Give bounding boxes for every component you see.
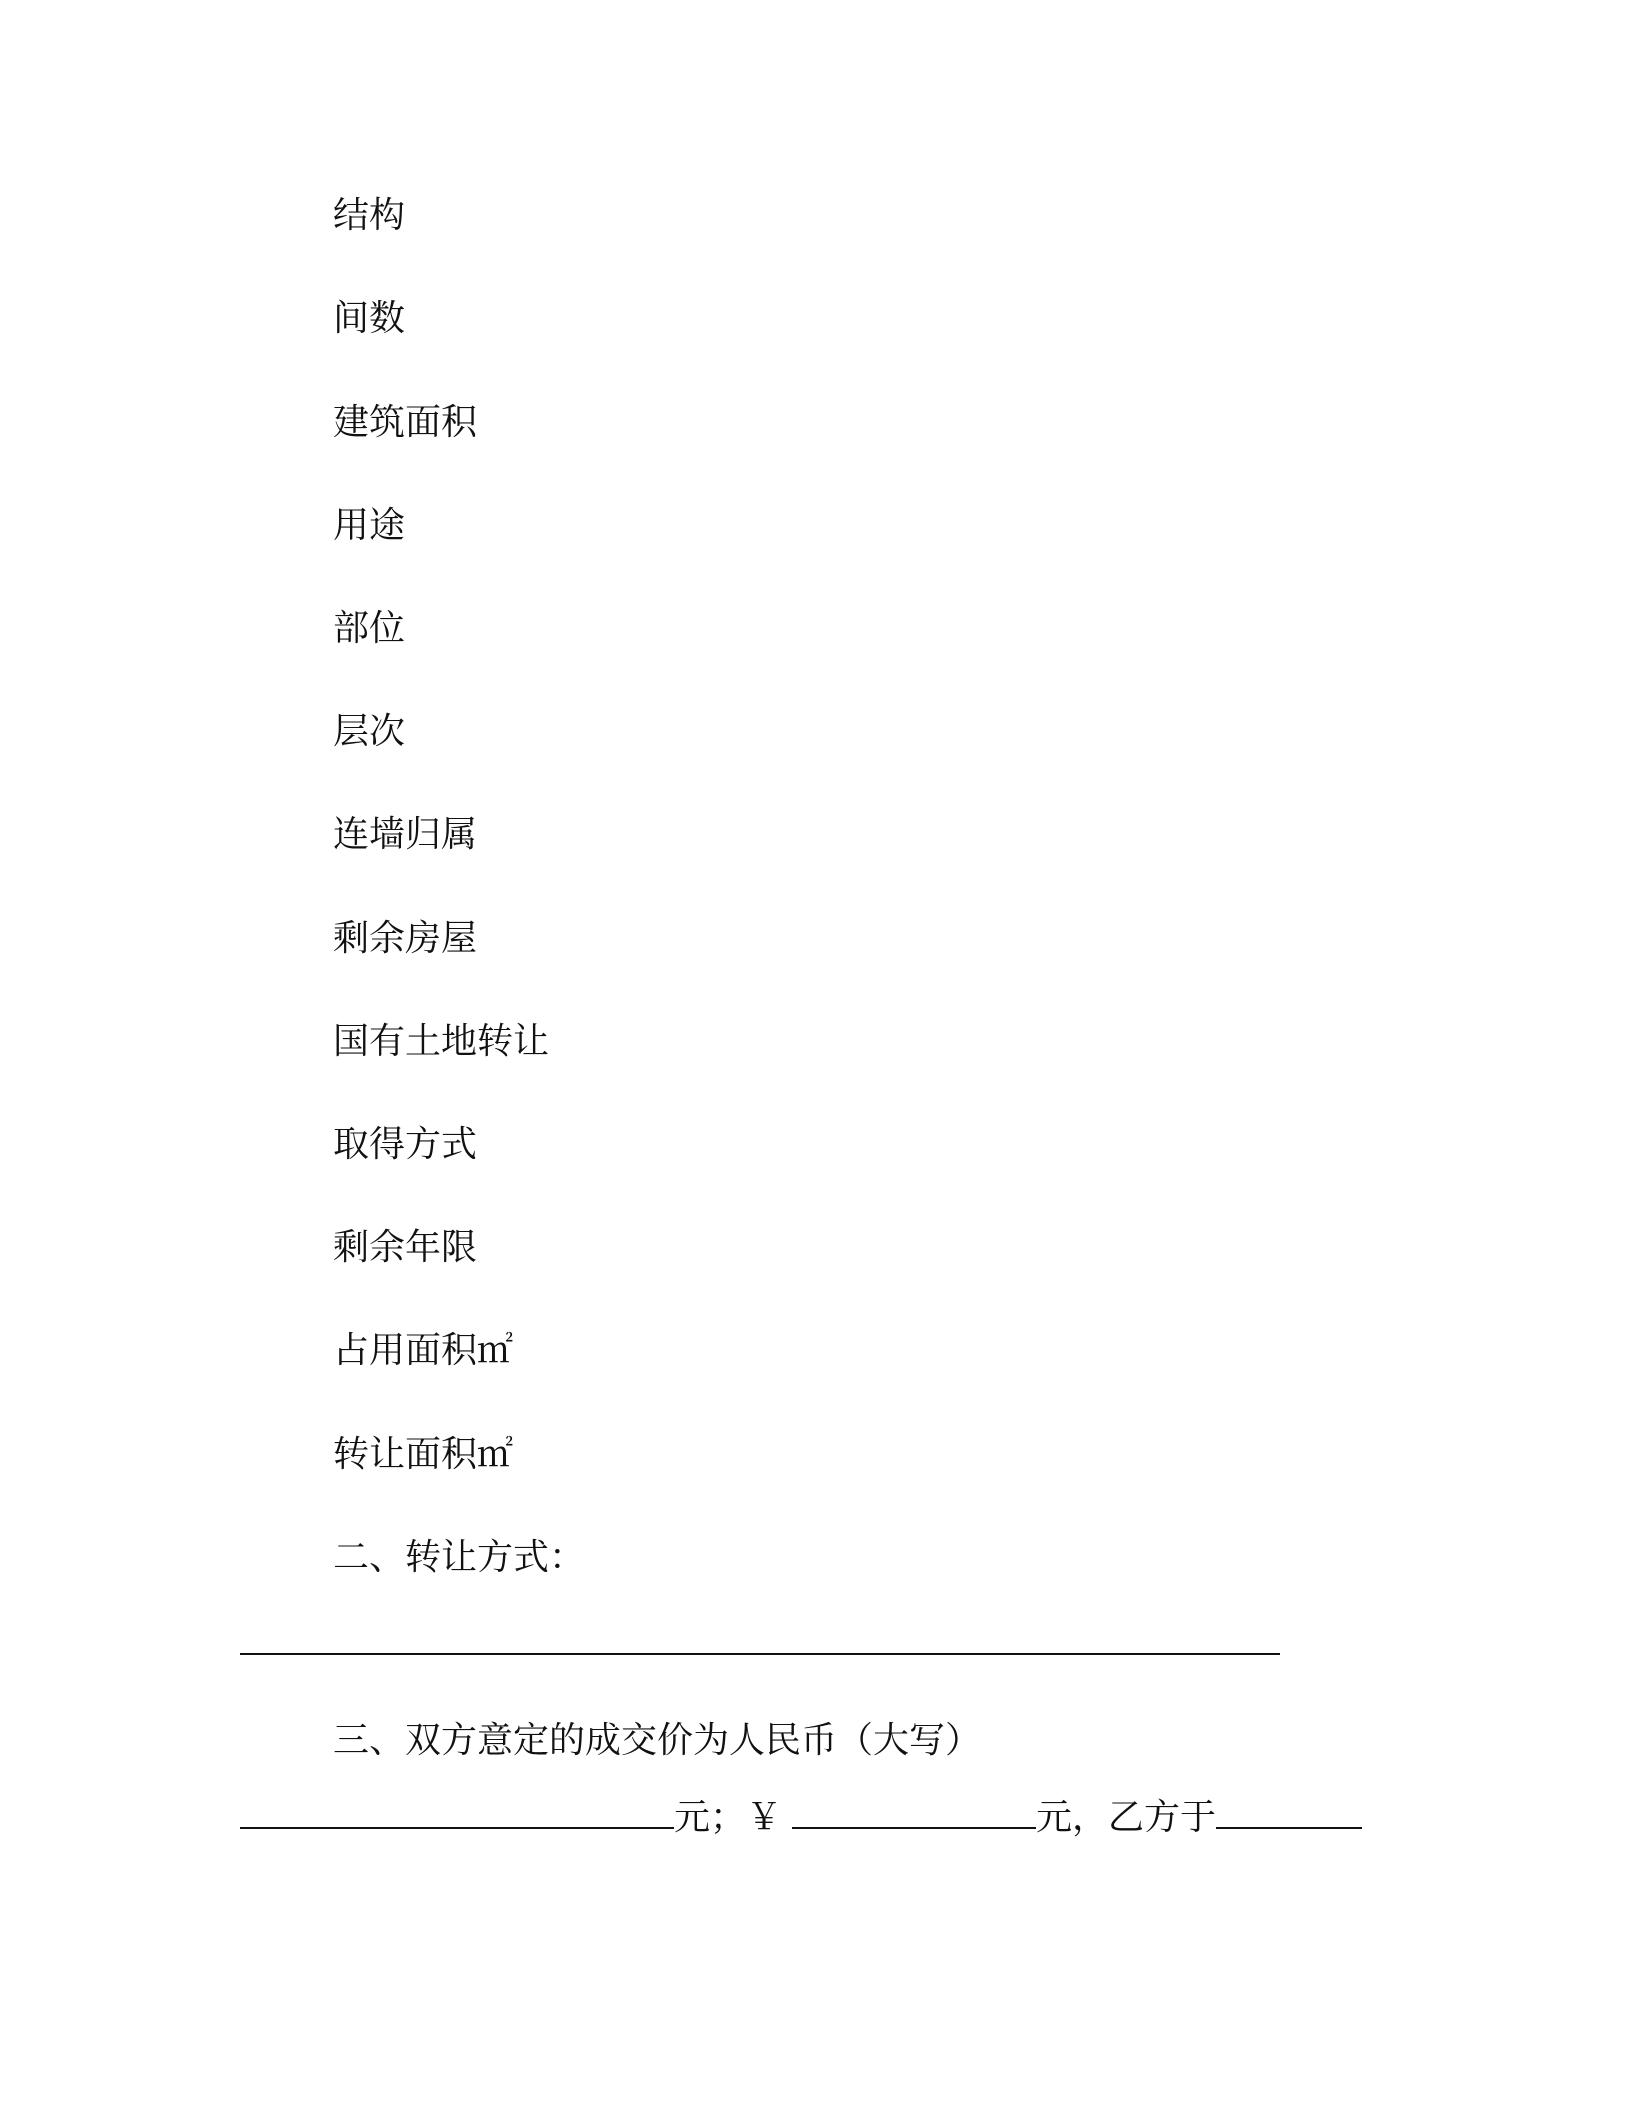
- field-label-occupied-area: 占用面积㎡: [333, 1330, 514, 1371]
- payment-date-blank: [1216, 1797, 1362, 1829]
- field-label-structure: 结构: [333, 195, 406, 236]
- price-numeric-blank: [792, 1797, 1036, 1829]
- field-label-remaining-years: 剩余年限: [333, 1227, 478, 1268]
- price-uppercase-blank: [240, 1797, 674, 1829]
- field-label-acquisition-method: 取得方式: [333, 1124, 478, 1165]
- field-label-rooms: 间数: [333, 298, 406, 339]
- field-label-transfer-area: 转让面积㎡: [333, 1434, 514, 1475]
- field-label-position: 部位: [333, 608, 406, 649]
- field-label-land-transfer: 国有土地转让: [333, 1021, 550, 1062]
- field-label-floor: 层次: [333, 711, 406, 752]
- section-3-price-line: [240, 1794, 1362, 1842]
- price-unit-yuan-party-b: 元，乙方于: [1036, 1797, 1217, 1838]
- field-label-usage: 用途: [333, 505, 406, 546]
- section-2-blank-line: [240, 1620, 1280, 1668]
- section-3-heading: 三、双方意定的成交价为人民币（大写）: [333, 1720, 982, 1761]
- transfer-method-blank: [240, 1623, 1280, 1655]
- field-label-remaining-house: 剩余房屋: [333, 918, 478, 959]
- field-label-building-area: 建筑面积: [333, 402, 478, 443]
- price-unit-yuan-rmb: 元；￥: [674, 1797, 783, 1838]
- section-2-heading: 二、转让方式：: [333, 1537, 586, 1578]
- field-label-wall-ownership: 连墙归属: [333, 814, 478, 855]
